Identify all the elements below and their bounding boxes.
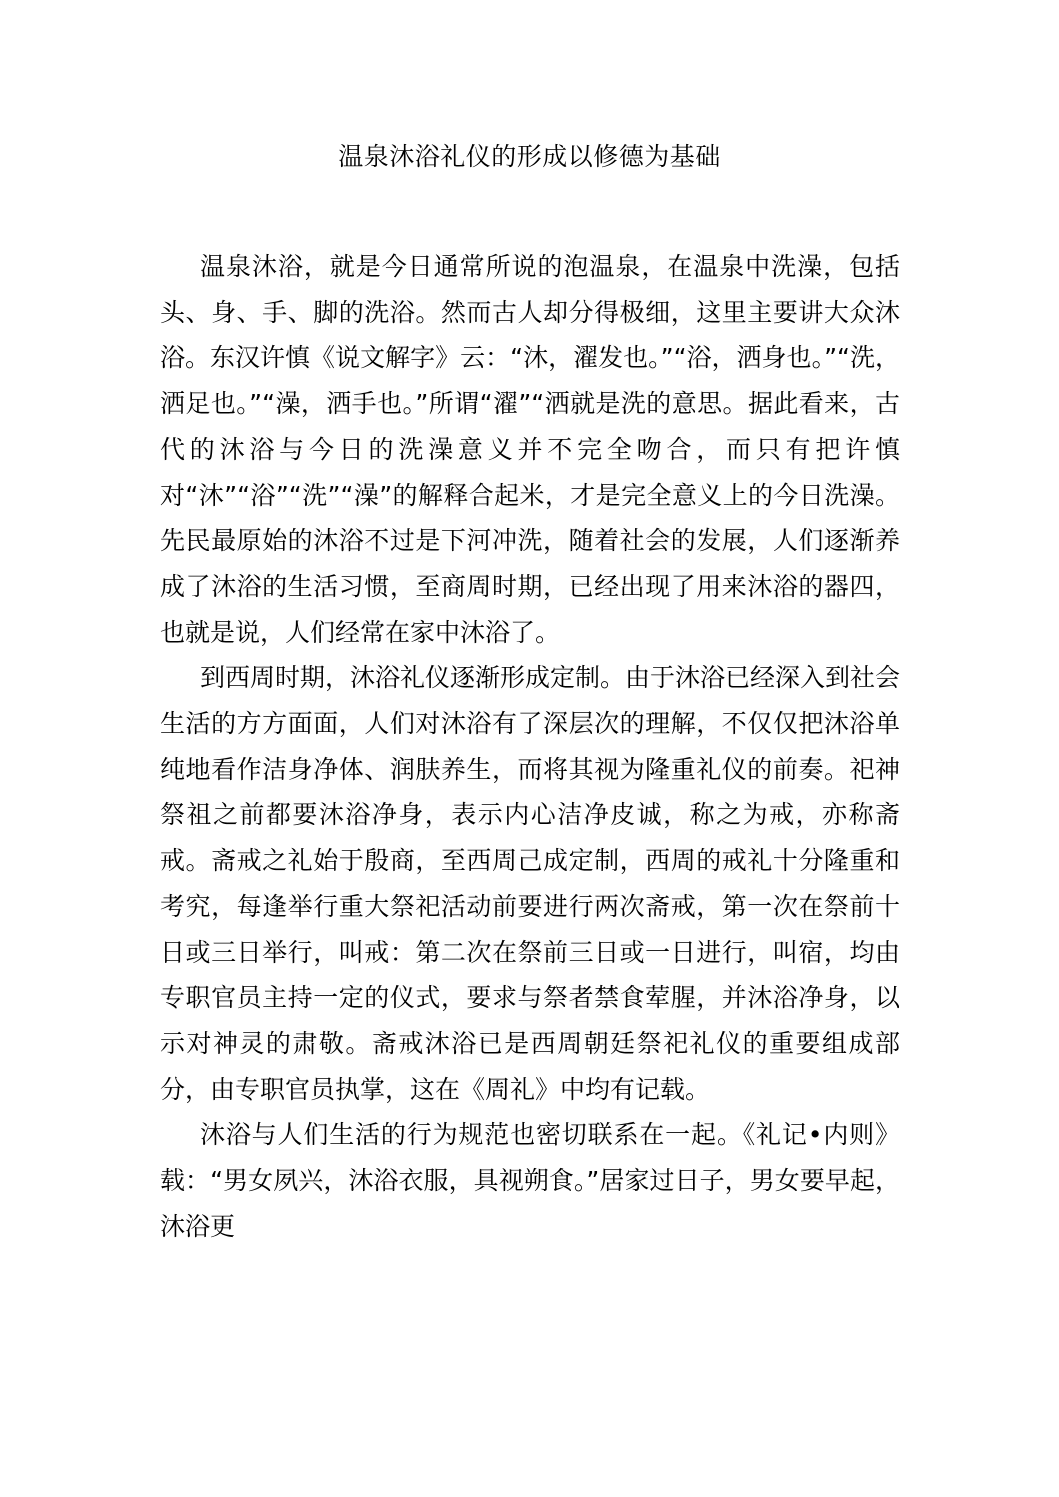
paragraph: 沐浴与人们生活的行为规范也密切联系在一起。《礼记•内则》载：“男女夙兴，沐浴衣服，具视朔食。”居家过日子，男女要早起，沐浴更: [160, 1120, 900, 1241]
document-body: [160, 244, 900, 1249]
document-title: 温泉沐浴礼仪的形成以修德为基础: [338, 142, 721, 171]
paragraph: 到西周时期，沐浴礼仪逐渐形成定制。由于沐浴已经深入到社会生活的方方面面，人们对沐浴有了深层次的理解，不仅仅把沐浴单纯地看作洁身净体、润肤养生，而将其视为隆重礼仪的前奏。祀神祭祖之前都要沐浴净身，表示内心洁净皮诚，称之为戒，亦称斋戒。斋戒之礼始于殷商，至西周己成定制，西周的戒礼十分隆重和考究，每逢举行重大祭祀活动前要进行两次斋戒，第一次在祭前十日或三日举行，叫戒：第二次在祭前三日或一日进行，叫宿，均由专职官员主持一定的仪式，要求与祭者禁食荤腥，并沐浴净身，以示对神灵的肃敬。斋戒沐浴已是西周朝廷祭祀礼仪的重要组成部分，由专职官员执掌，这在《周礼》中均有记载。: [160, 663, 901, 1104]
paragraph: 温泉沐浴，就是今日通常所说的泡温泉，在温泉中洗澡，包括头、身、手、脚的洗浴。然而古人却分得极细，这里主要讲大众沐浴。东汉许慎《说文解字》云：“沐，濯发也。”“浴，洒身也。”“洗，洒足也。”“澡，洒手也。”所谓“濯”“洒就是洗的意思。据此看来，古代的沐浴与今日的洗澡意义并不完全吻合，而只有把许慎对“沐”“浴”“洗”“澡”的解释合起米，才是完全意义上的今日洗澡。先民最原始的沐浴不过是下河冲洗，随着社会的发展，人们逐渐养成了沐浴的生活习惯，至商周时期，已经出现了用来沐浴的器四，也就是说，人们经常在家中沐浴了。: [160, 252, 900, 647]
